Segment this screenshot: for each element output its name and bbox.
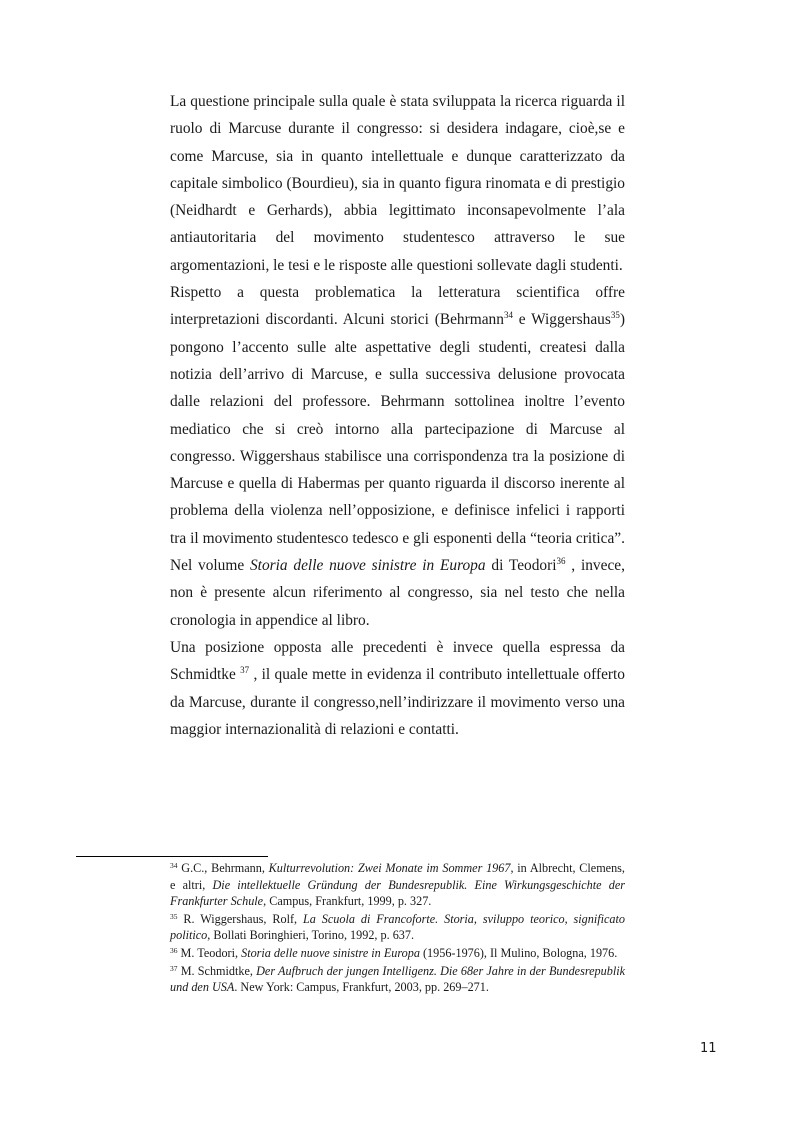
footnote-number: 34 (170, 861, 178, 870)
footnote-34 (170, 860, 625, 910)
footnote-text: , in Albrecht, Clemens, e altri, (170, 861, 625, 892)
footnote-ref-37[interactable]: 37 (240, 665, 250, 676)
footnote-35 (170, 911, 625, 944)
footnote-text: , Campus, Frankfurt, 1999, p. 327. (263, 894, 432, 909)
footnote-title: Storia delle nuove sinistre in Europa (241, 945, 420, 960)
footnote-title: Der Aufbruch der jungen Intelligenz. Die 68er Jahre in der Bundesrepublik und den USA (170, 963, 625, 995)
paragraph-text: , il quale mette in evidenza il contributo intellettuale offerto da Marcuse, durante il congresso,nell’indirizzare il movimento verso una maggior internazionalità di relazioni e contatti. (170, 666, 625, 738)
paragraph-text: , invece, non è presente alcun riferimento al congresso, sia nel testo che nella cronologia in appendice al libro. (170, 557, 625, 629)
footnote-title: La Scuola di Francoforte. Storia, sviluppo teorico, significato politico (170, 911, 625, 943)
footnote-title: Die intellektuelle Gründung der Bundesrepublik. Eine Wirkungsgeschichte der Frankfurter Schule (170, 877, 625, 909)
footnote-author: G.C., Behrmann, (177, 861, 269, 875)
paragraph-text: Una posizione opposta alle precedenti è invece quella espressa da Schmidtke (170, 638, 625, 684)
footnote-text: . New York: Campus, Frankfurt, 2003, pp. 269–271. (234, 980, 489, 995)
footnote-ref-35[interactable]: 35 (610, 310, 620, 321)
footnote-text: (1956-1976), Il Mulino, Bologna, 1976. (419, 945, 618, 960)
footnotes (170, 860, 625, 997)
footnote-author: M. Schmidtke, (177, 963, 257, 978)
footnote-37 (170, 963, 625, 996)
footnote-number: 37 (170, 963, 178, 973)
footnote-number: 35 (170, 911, 178, 921)
paragraph-text: e Wiggershaus (512, 311, 611, 329)
paragraph-text: La questione principale sulla quale è stata sviluppata la ricerca riguarda il ruolo di Marcuse durante il congresso: si desidera indagare, cioè,se e come Marcuse, sia in quanto intellettuale e dunque caratterizzato da capitale simbolico (Bourdieu), sia in quanto figura rinomata e di prestigio (Neidhardt e Gerhards), abbia legittimato inconsapevolmente l’ala antiautoritaria del movimento studentesco attraverso le sue argomentazioni, le tesi e le risposte alle questioni sollevate dagli studenti. (170, 93, 625, 274)
footnote-ref-36[interactable]: 36 (556, 556, 566, 567)
paragraph-3 (170, 634, 625, 743)
book-title: Storia delle nuove sinistre in Europa (249, 557, 486, 575)
footnote-text: , Bollati Boringhieri, Torino, 1992, p. 637. (207, 928, 415, 943)
main-text (170, 88, 625, 743)
footnote-36 (170, 945, 625, 962)
paragraph-text: di Teodori (485, 557, 557, 575)
paragraph-1 (170, 88, 625, 279)
footnote-author: M. Teodori, (177, 945, 242, 960)
paragraph-text: ) pongono l’accento sulle alte aspettative degli studenti, createsi dalla notizia dell’arrivo di Marcuse, e sulla successiva delusione provocata dalle relazioni del professore. Behrmann sottolinea inoltre l’evento mediatico che si creò intorno alla partecipazione di Marcuse al congresso. Wiggershaus stabilisce una corrispondenza tra la posizione di Marcuse e quella di Habermas per quanto riguarda il discorso inerente al problema della violenza nell’opposizione, e definisce infelici i rapporti tra il movimento studentesco tedesco e gli esponenti della “teoria critica”. Nel volume (170, 311, 625, 575)
paragraph-text: Rispetto a questa problematica la letteratura scientifica offre interpretazioni discordanti. Alcuni storici (Behrmann (170, 284, 625, 329)
page-number: 11 (700, 1041, 717, 1056)
footnote-number: 36 (170, 945, 178, 955)
footnote-title: Kulturrevolution: Zwei Monate im Sommer 1967 (268, 861, 511, 875)
footnote-author: R. Wiggershaus, Rolf, (177, 911, 303, 926)
footnote-ref-34[interactable]: 34 (503, 310, 513, 321)
footnote-separator (76, 856, 268, 857)
paragraph-2 (170, 279, 625, 634)
